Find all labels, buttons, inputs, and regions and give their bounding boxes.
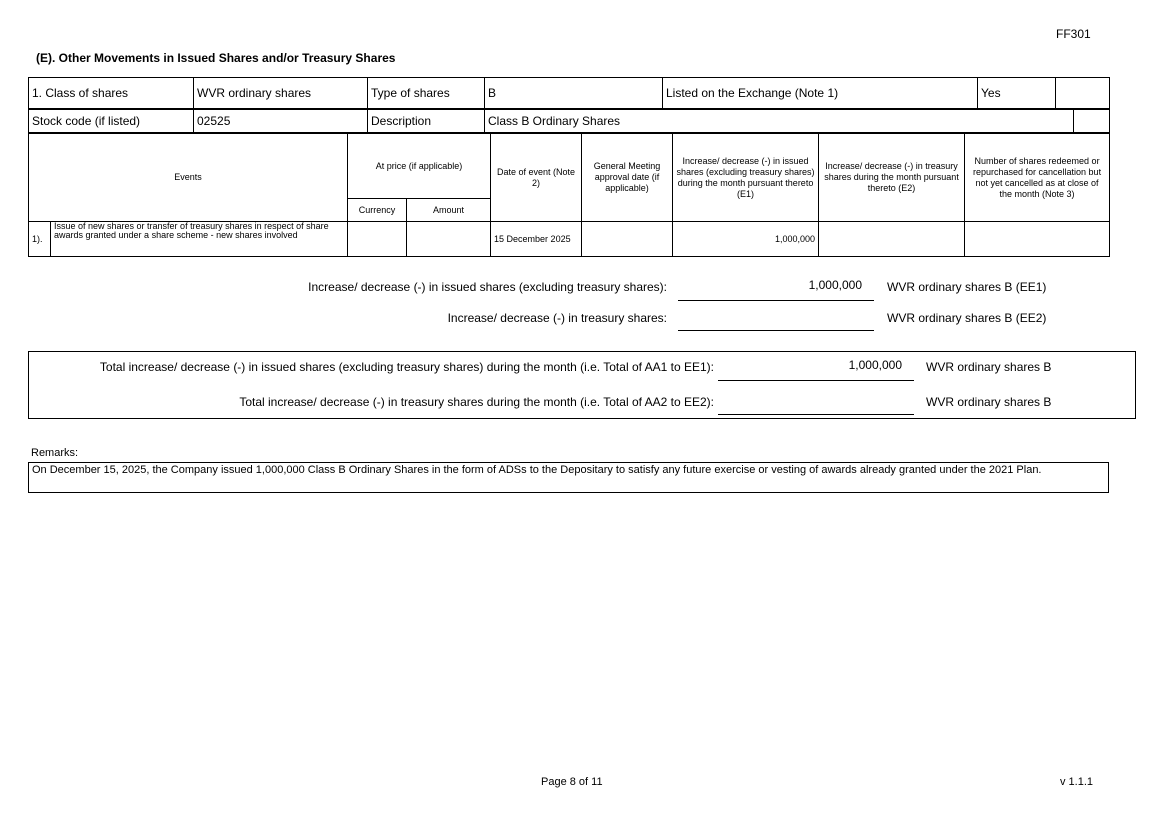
total-issued-label: Total increase/ decrease (-) in issued shares (excluding treasury shares) during the month (i.e. Total of AA1 to EE1): — [99, 360, 714, 374]
listed-value: Yes — [978, 78, 1056, 109]
currency-header: Currency — [348, 199, 407, 222]
row-event: Issue of new shares or transfer of treasury shares in respect of share awards granted under a share scheme - new shares involved — [51, 222, 348, 257]
ee1-unit: WVR ordinary shares B (EE1) — [887, 280, 1047, 294]
ee2-field — [678, 308, 874, 331]
row-gm-date — [582, 222, 673, 257]
total-treasury-field — [718, 392, 914, 415]
ee1-value: 1,000,000 — [808, 278, 862, 292]
total-issued-value: 1,000,000 — [848, 358, 902, 372]
date-of-event-header: Date of event (Note 2) — [491, 134, 582, 222]
remarks-label: Remarks: — [31, 447, 79, 459]
row-date: 15 December 2025 — [491, 222, 582, 257]
listed-label: Listed on the Exchange (Note 1) — [663, 78, 978, 109]
e1-header: Increase/ decrease (-) in issued shares (excluding treasury shares) during the month pursuant thereto (E1) — [673, 134, 819, 222]
class-of-shares-label: 1. Class of shares — [29, 78, 194, 109]
class-of-shares-value: WVR ordinary shares — [194, 78, 368, 109]
e2-header: Increase/ decrease (-) in treasury shares during the month pursuant thereto (E2) — [819, 134, 965, 222]
row-index: 1). — [29, 222, 51, 257]
description-label: Description — [368, 110, 485, 133]
description-value: Class B Ordinary Shares — [485, 110, 1074, 133]
row-currency — [348, 222, 407, 257]
ee2-unit: WVR ordinary shares B (EE2) — [887, 311, 1047, 325]
row-e1: 1,000,000 — [673, 222, 819, 257]
total-treasury-label: Total increase/ decrease (-) in treasury shares during the month (i.e. Total of AA2 to EE2): — [239, 395, 714, 409]
at-price-header: At price (if applicable) — [348, 134, 491, 199]
remarks-text: On December 15, 2025, the Company issued 1,000,000 Class B Ordinary Shares in the form of ADSs to the Depositary to satisfy any future exercise or vesting of awards already granted under the 2021 Plan. — [28, 462, 1109, 493]
stock-code-label: Stock code (if listed) — [29, 110, 194, 133]
events-header: Events — [29, 134, 348, 222]
type-of-shares-value: B — [485, 78, 663, 109]
note3-header: Number of shares redeemed or repurchased for cancellation but not yet cancelled as at close of the month (Note 3) — [965, 134, 1110, 222]
ee2-label: Increase/ decrease (-) in treasury shares: — [447, 311, 667, 325]
version-label: v 1.1.1 — [1060, 776, 1094, 788]
page-number: Page 8 of 11 — [541, 776, 603, 788]
table-row — [29, 222, 1110, 257]
row-e2 — [819, 222, 965, 257]
listed-extra-cell — [1056, 78, 1110, 109]
events-table — [28, 133, 1110, 257]
type-of-shares-label: Type of shares — [368, 78, 485, 109]
share-class-table — [28, 77, 1110, 109]
ee1-field — [678, 278, 874, 301]
gm-approval-header: General Meeting approval date (if applicable) — [582, 134, 673, 222]
stock-code-value: 02525 — [194, 110, 368, 133]
amount-header: Amount — [407, 199, 491, 222]
section-title: (E). Other Movements in Issued Shares and/or Treasury Shares — [36, 51, 396, 65]
stock-code-table — [28, 109, 1110, 133]
form-code: FF301 — [1056, 27, 1091, 41]
description-extra-cell — [1074, 110, 1110, 133]
row-note3 — [965, 222, 1110, 257]
total-issued-unit: WVR ordinary shares B — [926, 360, 1052, 374]
ee1-label: Increase/ decrease (-) in issued shares (excluding treasury shares): — [308, 280, 667, 294]
total-treasury-unit: WVR ordinary shares B — [926, 395, 1052, 409]
total-issued-field — [718, 358, 914, 381]
row-amount — [407, 222, 491, 257]
